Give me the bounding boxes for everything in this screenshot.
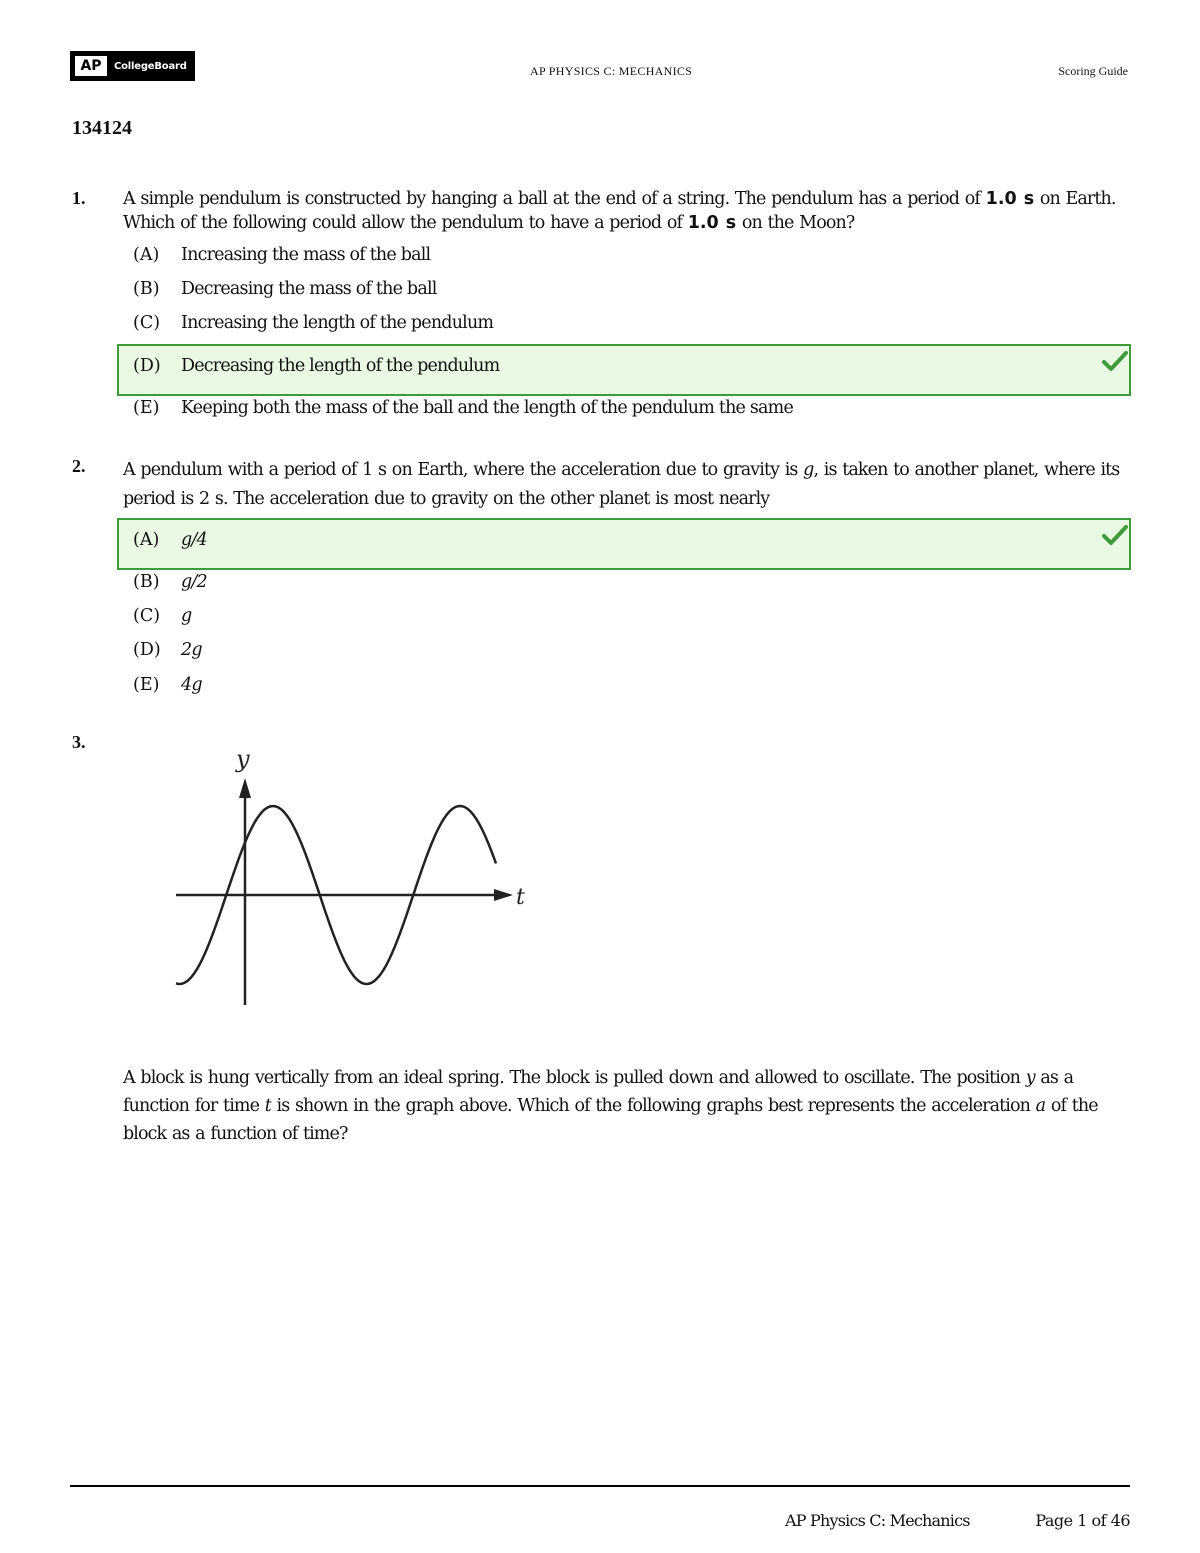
option-letter: (A): [133, 245, 160, 265]
collegeboard-wordmark: CollegeBoard: [114, 60, 187, 72]
answer-option: [133, 279, 437, 299]
stem-text: on Earth. Which of the following could allow the pendulum to have a period of: [123, 189, 1116, 233]
stem-text: A block is hung vertically from an ideal spring. The block is pulled down and allowed to oscillate. The position: [123, 1068, 1026, 1088]
answer-option-correct: [133, 356, 499, 376]
answer-option: [133, 572, 207, 592]
y-axis-arrow: [239, 778, 251, 798]
y-axis-label: y: [236, 745, 250, 773]
question-stem: [123, 187, 1123, 235]
option-letter: (E): [133, 398, 160, 418]
answer-option: [133, 675, 202, 695]
answer-option: [133, 313, 493, 333]
question-number: 1.: [72, 188, 86, 208]
document-id: 134124: [72, 117, 132, 139]
option-text: Increasing the mass of the ball: [181, 245, 431, 265]
option-text: Increasing the length of the pendulum: [181, 313, 494, 333]
option-letter: (D): [133, 356, 161, 376]
stem-value: 1.0 s: [985, 189, 1035, 209]
stem-value: 1.0 s: [687, 213, 737, 233]
option-letter: (B): [133, 279, 160, 299]
stem-variable: t: [264, 1096, 271, 1116]
header-scoring-guide: Scoring Guide: [1058, 64, 1128, 78]
stem-text: , is taken to another planet, where its period is 2 s. The acceleration due to gravity on the other planet is most nearly: [123, 460, 1120, 509]
stem-variable: g: [803, 460, 814, 480]
stem-variable: a: [1035, 1096, 1046, 1116]
answer-option: [133, 398, 793, 418]
stem-variable: y: [1025, 1068, 1035, 1088]
page-number: Page 1 of 46: [1035, 1511, 1130, 1530]
question-stem: [123, 1064, 1123, 1148]
option-letter: (E): [133, 675, 160, 695]
answer-option-correct: [133, 530, 207, 550]
answer-option: [133, 640, 202, 660]
checkmark-icon: [1102, 524, 1128, 546]
option-letter: (D): [133, 640, 161, 660]
footer-divider: [70, 1485, 1130, 1487]
stem-text: as a function for time: [123, 1068, 1074, 1116]
option-text: g/4: [181, 530, 207, 550]
option-text: Decreasing the mass of the ball: [181, 279, 437, 299]
position-time-graph: [170, 740, 530, 1010]
header-title: AP PHYSICS C: MECHANICS: [530, 64, 693, 78]
option-letter: (C): [133, 313, 161, 333]
t-axis-arrow: [494, 889, 513, 901]
footer-title: AP Physics C: Mechanics: [785, 1511, 970, 1530]
option-text: 2g: [181, 640, 202, 660]
t-axis-label: t: [516, 885, 525, 910]
question-stem: [123, 456, 1123, 514]
stem-text: A pendulum with a period of 1 s on Earth, where the acceleration due to gravity is: [123, 460, 804, 480]
stem-text: on the Moon?: [736, 213, 855, 233]
stem-text: A simple pendulum is constructed by hanging a ball at the end of a string. The pendulum has a period of: [123, 189, 986, 209]
checkmark-icon: [1102, 350, 1128, 372]
option-letter: (A): [133, 530, 160, 550]
question-number: 2.: [72, 456, 86, 476]
ap-collegeboard-logo: [70, 51, 195, 81]
option-text: g: [181, 606, 192, 626]
option-text: Keeping both the mass of the ball and the length of the pendulum the same: [181, 398, 794, 418]
answer-option: [133, 245, 430, 265]
option-text: 4g: [181, 675, 202, 695]
option-letter: (B): [133, 572, 160, 592]
option-letter: (C): [133, 606, 161, 626]
question-number: 3.: [72, 732, 86, 752]
stem-text: is shown in the graph above. Which of the following graphs best represents the acceleration: [270, 1096, 1036, 1116]
option-text: g/2: [181, 572, 207, 592]
stem-text: of the block as a function of time?: [123, 1096, 1098, 1144]
answer-option: [133, 606, 191, 626]
ap-logo-mark: AP: [75, 56, 107, 76]
option-text: Decreasing the length of the pendulum: [181, 356, 500, 376]
